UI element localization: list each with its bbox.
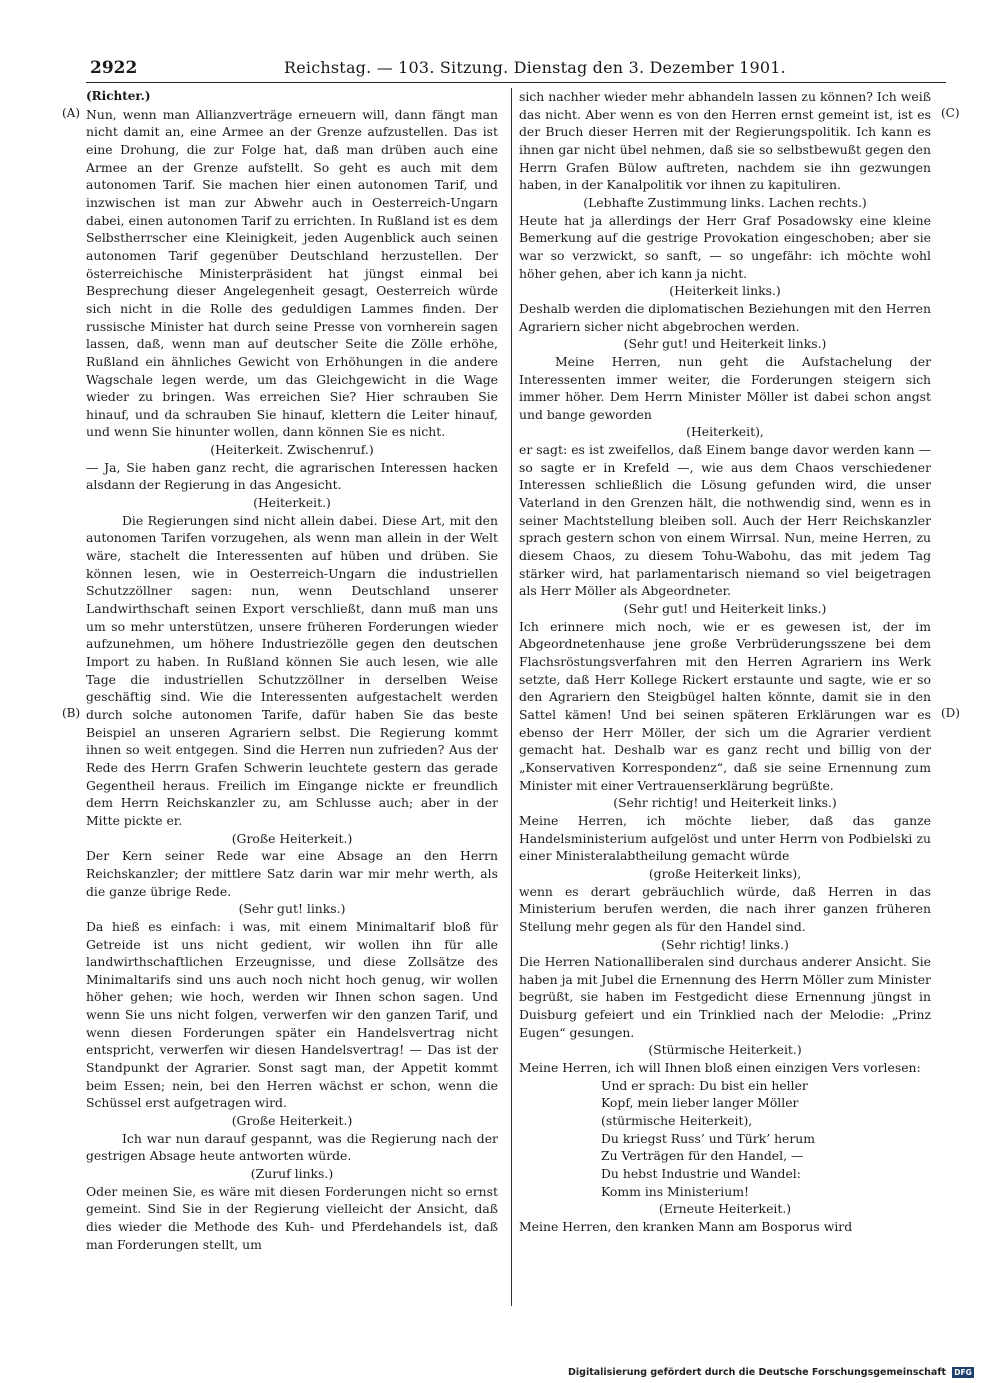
paragraph: Ich war nun darauf gespannt, was die Regierung nach der gestrigen Absage heute antworten würde. [86,1130,498,1164]
paragraph: Die Regierungen sind nicht allein dabei. Diese Art, mit den autonomen Tarifen vorzugehen, als wenn man allein in der Welt wäre, stachelt die Interessenten auf hüben und drüben. Sie können lesen, wie in Oesterreich-Ungarn die industriellen Schutzzöllner sagen: nun, wenn Deutschland unserer Landwirthschaft seinen Export verschließt, dann muß man uns um so mehr unterstützen, unsere früheren Forderungen wieder aufzunehmen, um höhere Industriezölle gegen den deutschen Import zu haben. In Rußland können Sie auch lesen, wie alle Tage die industriellen Schutzzöllner in derselben Weise geschäftig sind. Wie die Interessenten aufgestachelt werden durch solche autonomen Tarife, dafür haben Sie das beste Beispiel an unseren Agrariern selbst. Die Regierung kommt ihnen so weit entgegen. Sind die Herren nun zufrieden? Aus der Rede des Herrn Grafen Schwerin leuchtete gestern das gerade Gegentheil heraus. Freilich im Eingange nickte er freundlich dem Herrn Reichskanzler zu, am Schlusse auch; aber in der Mitte pickte er. [86,512,498,828]
interjection: (Sehr gut! und Heiterkeit links.) [623,336,827,352]
left-column [86,88,498,1253]
paragraph: Heute hat ja allerdings der Herr Graf Posadowsky eine kleine Bemerkung auf die gestrige Provokation eingeschoben; aber sie war so verzwickt, so sanft, — so ungefähr: ich möchte wohl höher gehen, aber ich kann ja nicht. [519,212,931,281]
interjection: (Sehr gut! und Heiterkeit links.) [623,601,827,617]
text-columns [86,88,946,1308]
paragraph: Die Herren Nationalliberalen sind durchaus anderer Ansicht. Sie haben ja mit Jubel die Ernennung des Herrn Möller zum Minister begrüßt, sie haben im Festgedicht diese Ernennung jüngst in Duisburg gefeiert und ein Trinklied nach der Melodie: „Prinz Eugen“ gesungen. [519,954,931,1040]
interjection: (Heiterkeit.) [253,495,331,511]
funding-note: Digitalisierung gefördert durch die Deutsche Forschungsgemeinschaft [568,1367,946,1378]
paragraph: Meine Herren, den kranken Mann am Bosporus wird [519,1219,853,1234]
paragraph: Oder meinen Sie, es wäre mit diesen Forderungen nicht so ernst gemeint. Sind Sie in der Regierung vielleicht der Ansicht, daß dies wieder die Methode des Kuh- und Pferdehandels ist, daß man Forderungen stellt, um [86,1183,498,1252]
paragraph: Meine Herren, ich will Ihnen bloß einen einzigen Vers vorlesen: [519,1060,921,1076]
paragraph: Da hieß es einfach: i was, mit einem Minimaltarif bloß für Getreide ist uns nicht gedient, wir wollen ihn für alle landwirthschaftlichen Erzeugnisse, und diese Zollsätze des Minimaltarifs sind uns auch noch nicht hoch genug, wir wollen höher gehen; wie hoch, werden wir Ihnen schon sagen. Und wenn Sie uns nicht folgen, verwerfen wir den ganzen Tarif, und wenn diesen Forderungen später ein Handelsvertrag nicht entspricht, verwerfen wir diesen Handelsvertrag! — Das ist der Standpunkt der Agrarier. Sonst sagt man, der Appetit kommt beim Essen; nein, bei den Herren wächst er schon, wenn die Schüssel erst aufgetragen wird. [86,918,498,1111]
verse-line: (stürmische Heiterkeit), [601,1113,753,1129]
right-column [519,88,931,1236]
column-divider [511,88,512,1306]
interjection: (Große Heiterkeit.) [231,830,353,846]
interjection: (Zuruf links.) [250,1166,334,1182]
interjection: (Heiterkeit. Zwischenruf.) [210,442,374,458]
verse-line: Kopf, mein lieber langer Möller [601,1095,799,1111]
speaker-name: (Richter.) [86,89,151,103]
interjection: (Lebhafte Zustimmung links. Lachen rechts.) [583,194,867,210]
paragraph: Meine Herren, ich möchte lieber, daß das ganze Handelsministerium aufgelöst und unter Herrn von Podbielski zu einer Ministeralabtheilung gemacht würde [519,812,931,864]
interjection: (Sehr gut! links.) [238,901,346,917]
paragraph: wenn es derart gebräuchlich würde, daß Herren in das Ministerium berufen werden, die nach ihrer ganzen früheren Stellung mehr gegen als für den Handel sind. [519,883,931,934]
interjection: (Stürmische Heiterkeit.) [648,1042,802,1058]
verse-line: Und er sprach: Du bist ein heller [601,1077,808,1093]
verse-line: Zu Verträgen für den Handel, — [601,1148,804,1164]
paragraph: Der Kern seiner Rede war eine Absage an den Herrn Reichskanzler; der mittlere Satz darin war mir mehr werth, als die ganze übrige Rede. [86,848,498,899]
dfg-logo: DFG [952,1367,974,1378]
interjection: (große Heiterkeit links), [648,865,802,881]
paragraph: Ich erinnere mich noch, wie er es gewesen ist, der im Abgeordnetenhause jene große Verbrüderungsszene bei dem Flachsröstungsverfahren mit den Herren Agrariern ins Werk setzte, daß Herr Kollege Rickert erstaunte und sagte, wie er so den Agrariern den Steigbügel halten könnte, damit sie in den Sattel kämen! Und bei seinen späteren Erklärungen war es ebenso der Herr Möller, der sich um die Agrarier verdient gemacht hat. Deshalb war es ganz recht und billig von der „Konservativen Korrespondenz“, daß sie seine Ernennung zum Minister mit einer Vertrauenserklärung begrüßte. [519,618,931,793]
paragraph: er sagt: es ist zweifellos, daß Einem bange davor werden kann — so sagte er in Krefeld —, wie aus dem Chaos verschiedener Interessen schließlich die Lösung gefunden wird, die unser Vaterland in den Grenzen hält, die nothwendig sind, wenn es in seiner Machtstellung bleiben soll. Auch der Herr Reichskanzler sprach gestern schon von einem Wirrsal. Nun, meine Herren, zu diesem Chaos, zu diesem Tohu-Wabohu, das mit jedem Tag stärker wird, hat parlamentarisch niemand so viel beigetragen als Herr Möller als Abgeordneter. [519,442,931,599]
margin-mark-d: (D) [941,706,960,720]
paragraph: Nun, wenn man Allianzverträge erneuern will, dann fängt man nicht damit an, eine Armee an der Grenze aufzustellen. Das ist eine Drohung, die zur Folge hat, daß man drüben auch eine Armee an der Grenze aufstellt. So geht es auch mit dem autonomen Tarif. Sie machen hier einen autonomen Tarif, und inzwischen ist man zur Abwehr auch in Oesterreich-Ungarn dabei, einen autonomen Tarif zu errichten. In Rußland ist es dem Selbstherrscher eine Kleinigkeit, jeden Augenblick auch seinen autonomen Tarif gegenüber Deutschland herzustellen. Der österreichische Ministerpräsident hat jüngst einmal bei Besprechung dieser Angelegenheit gesagt, Oesterreich würde sich nicht in die Rolle des geduldigen Lammes finden. Der russische Minister hat durch seine Presse von vornherein sagen lassen, daß, wenn man auf deutscher Seite die Zölle erhöhe, Rußland ein ähnliches Gewicht von Erhöhungen in die andere Wagschale legen werde, um das Gleichgewicht in die Wage wieder zu bringen. Was erreichen Sie? Hier schrauben Sie hinauf, und da schrauben Sie hinauf, klettern die Leiter hinauf, und wenn Sie hinunter wollen, dann können Sie es nicht. [86,106,498,440]
interjection: (Heiterkeit), [686,424,764,440]
running-header [86,58,946,83]
interjection: (Heiterkeit links.) [669,283,781,299]
interjection: (Große Heiterkeit.) [231,1113,353,1129]
margin-mark-b: (B) [62,706,81,720]
margin-mark-c: (C) [941,106,960,120]
quoted-verse [519,1077,931,1201]
verse-line: Komm ins Ministerium! [601,1183,749,1199]
interjection: (Sehr richtig! links.) [661,936,789,952]
paragraph: Deshalb werden die diplomatischen Beziehungen mit den Herren Agrariern sicher nicht abgebrochen werden. [519,300,931,334]
verse-line: Du hebst Industrie und Wandel: [601,1166,801,1182]
page-number: 2922 [90,58,138,78]
verse-line: Du kriegst Russ’ und Türk’ herum [601,1130,816,1146]
paragraph: sich nachher wieder mehr abhandeln lassen zu können? Ich weiß das nicht. Aber wenn es von den Herren ernst gemeint ist, ist es der Bruch dieser Herren mit der Regierungspolitik. Ich kann es ihnen gar nicht übel nehmen, daß sie so selbstbewußt gegen den Herrn Grafen Bülow auftreten, nachdem sie ihn gezwungen haben, in der Kanalpolitik vor ihnen zu kapituliren. [519,89,931,193]
running-head: Reichstag. — 103. Sitzung. Dienstag den 3. Dezember 1901. [284,58,786,77]
interjection: (Sehr richtig! und Heiterkeit links.) [613,795,837,811]
digitization-footer [568,1367,974,1378]
margin-mark-a: (A) [62,106,81,120]
interjection: (Erneute Heiterkeit.) [658,1201,792,1217]
paragraph: — Ja, Sie haben ganz recht, die agrarischen Interessen hacken alsdann der Regierung in das Angesicht. [86,459,498,493]
paragraph: Meine Herren, nun geht die Aufstachelung der Interessenten immer weiter, die Forderungen steigern sich immer höher. Dem Herrn Minister Möller ist dabei schon angst und bange geworden [519,353,931,422]
